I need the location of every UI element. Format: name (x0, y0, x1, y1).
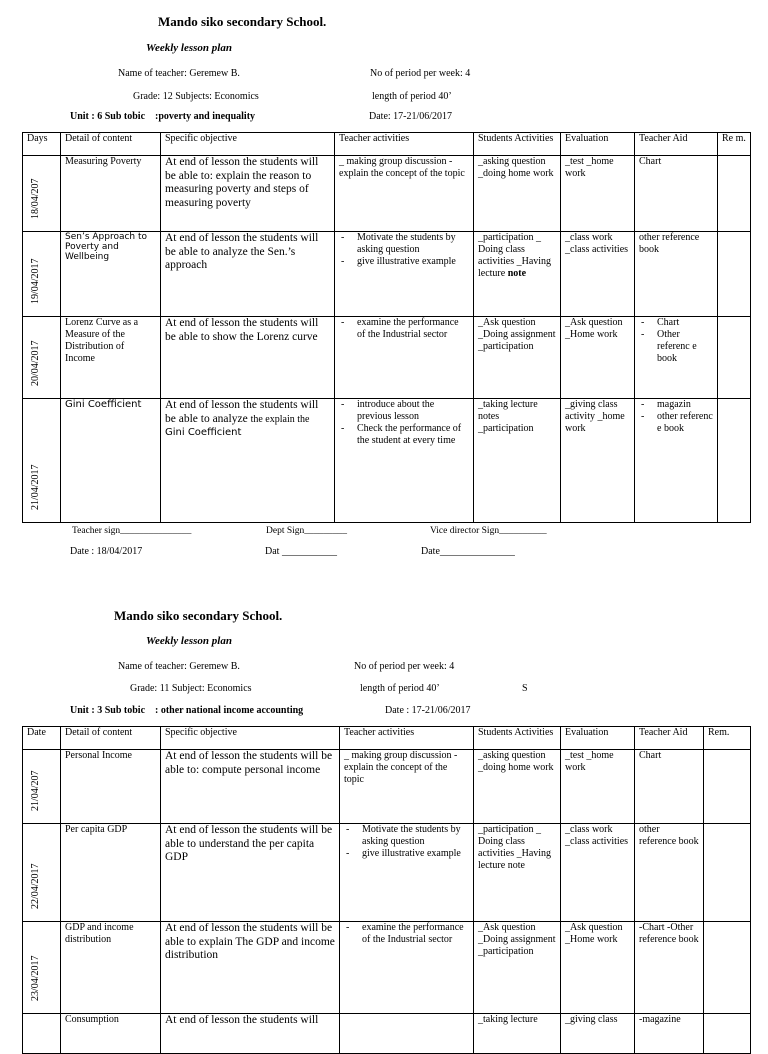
teacher-name: Name of teacher: Geremew B. (118, 661, 240, 672)
header-evaluation: Evaluation (561, 727, 635, 750)
dept-sign: Dept Sign_________ (266, 526, 348, 536)
objective-cell: At end of lesson the students will be able to analyze the Sen.’s approach (161, 232, 335, 317)
objective-cell: At end of lesson the students will be able to show the Lorenz curve (161, 317, 335, 399)
day-cell: 18/04/207 (23, 156, 61, 232)
content-cell: Measuring Poverty (61, 156, 161, 232)
unit-label: Unit : 6 Sub tobic (70, 111, 146, 122)
plan-subtitle: Weekly lesson plan (146, 635, 232, 647)
day-cell: 21/04/2017 (23, 399, 61, 523)
stray-letter: S (522, 683, 528, 694)
header-objective: Specific objective (161, 133, 335, 156)
dept-date: Dat ___________ (265, 546, 337, 557)
teacher-aid-cell: Chart (635, 750, 704, 824)
day-cell: 19/04/2017 (23, 232, 61, 317)
remark-cell (704, 922, 751, 1014)
evaluation-cell: _giving class (561, 1014, 635, 1054)
remark-cell (718, 399, 751, 523)
student-activities-cell: _taking lecture notes _participation (474, 399, 561, 523)
evaluation-cell: _giving class activity _home work (561, 399, 635, 523)
school-title: Mando siko secondary School. (158, 14, 327, 29)
evaluation-cell: _test _home work (561, 750, 635, 824)
table-header (23, 727, 751, 750)
list-item: - Other referenc e book (639, 329, 713, 365)
subtopic: :poverty and inequality (155, 111, 256, 122)
bold-note: note (507, 268, 527, 279)
student-activities-cell: _Ask question _Doing assignment _participation (474, 317, 561, 399)
header-days: Days (23, 133, 61, 156)
teacher-aid-cell (635, 317, 718, 399)
student-activities-cell: _participation _ Doing class activities _Having lecture note (474, 232, 561, 317)
day-cell: 20/04/2017 (23, 317, 61, 399)
header-student-activities: Students Activities (474, 727, 561, 750)
list-item: - give illustrative example (339, 256, 469, 268)
header-teacher-aid: Teacher Aid (635, 727, 704, 750)
table-row (23, 156, 751, 232)
list-item: - examine the performance of the Industrial sector (344, 922, 469, 946)
lesson-plan-table-1 (22, 132, 751, 523)
table-row (23, 750, 751, 824)
periods-per-week: No of period per week: 4 (354, 661, 455, 672)
content-cell: Lorenz Curve as a Measure of the Distribution of Income (61, 317, 161, 399)
remark-cell (704, 1014, 751, 1054)
periods-per-week: No of period per week: 4 (370, 68, 471, 79)
teacher-name: Name of teacher: Geremew B. (118, 68, 240, 79)
teacher-activities-cell (335, 399, 474, 523)
student-activities-cell: _asking question _doing home work (474, 750, 561, 824)
teacher-aid-cell: other reference book (635, 232, 718, 317)
student-activities-cell: _Ask question _Doing assignment _participation (474, 922, 561, 1014)
content-cell: Gini Coefficient (61, 399, 161, 523)
table-row (23, 1014, 751, 1054)
day-cell (23, 1014, 61, 1054)
content-cell: Per capita GDP (61, 824, 161, 922)
content-cell: GDP and income distribution (61, 922, 161, 1014)
plan-date: Date: 17-21/06/2017 (369, 111, 453, 122)
content-cell: Personal Income (61, 750, 161, 824)
teacher-sign: Teacher sign_______________ (72, 526, 192, 536)
teacher-activities-cell (340, 922, 474, 1014)
evaluation-cell: _test _home work (561, 156, 635, 232)
plan-date: Date : 17-21/06/2017 (385, 705, 471, 716)
grade-subject: Grade: 11 Subject: Economics (130, 683, 252, 694)
day-cell: 21/04/207 (23, 750, 61, 824)
table-row (23, 824, 751, 922)
school-title: Mando siko secondary School. (114, 608, 283, 623)
period-length: length of period 40’ (372, 91, 452, 102)
header-evaluation: Evaluation (561, 133, 635, 156)
remark-cell (718, 156, 751, 232)
unit-line (70, 705, 303, 716)
objective-cell: At end of lesson the students will be able to explain The GDP and income distribution (161, 922, 340, 1014)
student-activities-cell: _participation _ Doing class activities _Having lecture note (474, 824, 561, 922)
header-date: Date (23, 727, 61, 750)
table-row (23, 232, 751, 317)
table-row (23, 922, 751, 1014)
list-item: - examine the performance of the Industrial sector (339, 317, 469, 341)
objective-cell: At end of lesson the students will be able to understand the per capita GDP (161, 824, 340, 922)
remark-cell (704, 750, 751, 824)
teacher-activities-cell: _ making group discussion -explain the concept of the topic (340, 750, 474, 824)
header-content: Detail of content (61, 133, 161, 156)
grade-subject: Grade: 12 Subjects: Economics (133, 91, 259, 102)
header-student-activities: Students Activities (474, 133, 561, 156)
teacher-activities-cell (340, 824, 474, 922)
header-remark: Rem. (704, 727, 751, 750)
day-cell: 23/04/2017 (23, 922, 61, 1014)
teacher-aid-cell: -Chart -Other reference book (635, 922, 704, 1014)
student-activities-cell: _asking question _doing home work (474, 156, 561, 232)
unit-label: Unit : 3 Sub tobic (70, 705, 146, 716)
vice-director-sign: Vice director Sign__________ (430, 526, 547, 536)
teacher-aid-cell: other reference book (635, 824, 704, 922)
header-remark: Re m. (718, 133, 751, 156)
teacher-aid-cell: Chart (635, 156, 718, 232)
student-activities-cell: _taking lecture (474, 1014, 561, 1054)
teacher-activities-cell (340, 1014, 474, 1054)
sign-date: Date : 18/04/2017 (70, 546, 143, 557)
header-teacher-aid: Teacher Aid (635, 133, 718, 156)
objective-cell: At end of lesson the students will be able to: compute personal income (161, 750, 340, 824)
table-header (23, 133, 751, 156)
lesson-plan-table-2 (22, 726, 751, 1054)
teacher-activities-cell (335, 317, 474, 399)
list-item: - Chart (639, 317, 713, 329)
remark-cell (718, 232, 751, 317)
evaluation-cell: _Ask question _Home work (561, 922, 635, 1014)
list-item: - magazin (639, 399, 713, 411)
plan-subtitle: Weekly lesson plan (146, 42, 232, 54)
list-item: - give illustrative example (344, 848, 469, 860)
teacher-activities-cell: _ making group discussion -explain the concept of the topic (335, 156, 474, 232)
content-cell: Sen’s Approach to Poverty and Wellbeing (61, 232, 161, 317)
header-teacher-activities: Teacher activities (335, 133, 474, 156)
day-cell: 22/04/2017 (23, 824, 61, 922)
evaluation-cell: _Ask question _Home work (561, 317, 635, 399)
vice-date: Date_______________ (421, 546, 515, 557)
list-item: - Motivate the students by asking question (344, 824, 469, 848)
remark-cell (718, 317, 751, 399)
objective-cell: At end of lesson the students will (161, 1014, 340, 1054)
table-row (23, 399, 751, 523)
header-content: Detail of content (61, 727, 161, 750)
teacher-aid-cell: -magazine (635, 1014, 704, 1054)
objective-cell: At end of lesson the students will be able to analyze the explain the Gini Coefficient (161, 399, 335, 523)
header-teacher-activities: Teacher activities (340, 727, 474, 750)
evaluation-cell: _class work _class activities (561, 824, 635, 922)
list-item: - Motivate the students by asking question (339, 232, 469, 256)
objective-cell: At end of lesson the students will be able to: explain the reason to measuring poverty and steps of measuring poverty (161, 156, 335, 232)
teacher-aid-cell (635, 399, 718, 523)
list-item: - other referenc e book (639, 411, 713, 435)
period-length: length of period 40’ (360, 683, 440, 694)
list-item: - introduce about the previous lesson (339, 399, 469, 423)
remark-cell (704, 824, 751, 922)
content-cell: Consumption (61, 1014, 161, 1054)
subtopic: : other national income accounting (155, 705, 304, 716)
table-row (23, 317, 751, 399)
header-objective: Specific objective (161, 727, 340, 750)
teacher-activities-cell (335, 232, 474, 317)
list-item: - Check the performance of the student at every time (339, 423, 469, 447)
unit-line (70, 111, 255, 122)
evaluation-cell: _class work _class activities (561, 232, 635, 317)
